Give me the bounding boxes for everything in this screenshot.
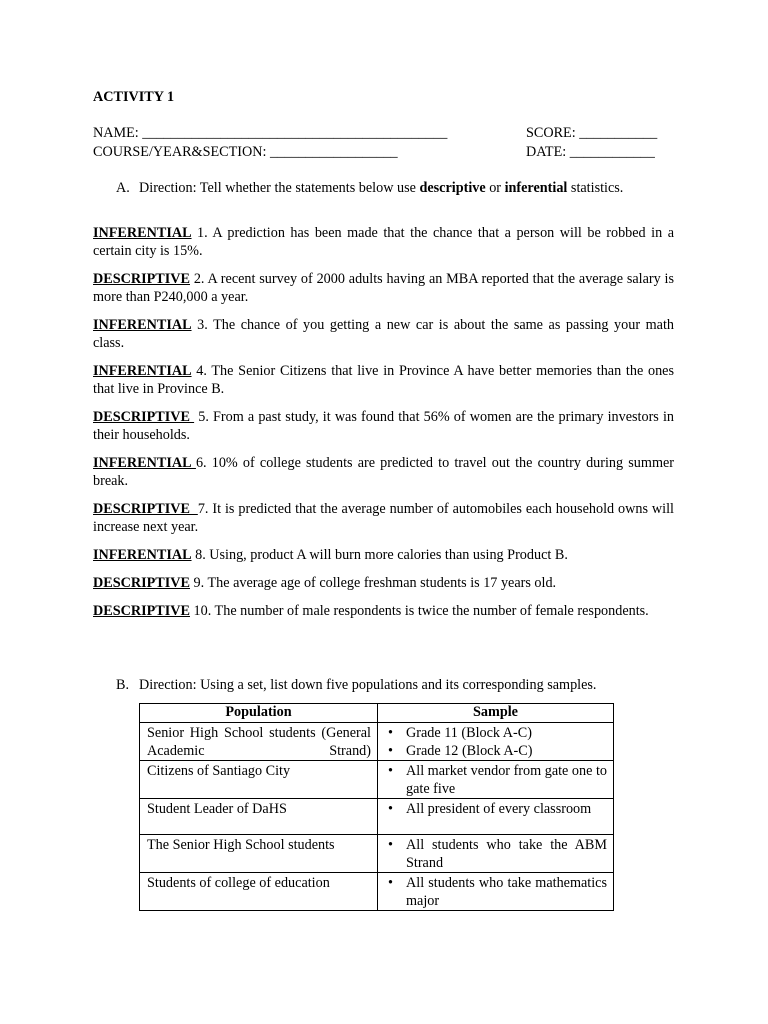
item-statement: 6. 10% of college students are predicted to travel out the country during summer break. — [93, 455, 674, 489]
activity-title: ACTIVITY 1 — [93, 89, 175, 105]
part-a-marker: A. — [116, 180, 130, 196]
item-statement: 2. A recent survey of 2000 adults having an MBA reported that the average salary is more than P240,000 a year. — [93, 271, 674, 305]
name-field-line: NAME: ___________________________________________ — [93, 125, 448, 141]
part-b-direction: Direction: Using a set, list down five populations and its corresponding samples. — [139, 677, 597, 693]
part-a-item — [93, 362, 674, 398]
sample-cell — [378, 873, 614, 911]
population-sample-table — [139, 703, 614, 911]
date-field-line: DATE: ____________ — [526, 144, 655, 160]
part-a-direction-bold-inferential: inferential — [504, 180, 568, 196]
sample-list — [406, 836, 607, 872]
sample-list — [406, 800, 607, 818]
sample-cell — [378, 835, 614, 873]
item-statement: 1. A prediction has been made that the chance that a person will be robbed in a certain city is 15%. — [93, 225, 674, 259]
population-text: The Senior High School students — [147, 837, 335, 853]
sample-list-item: • Grade 11 (Block A-C) — [406, 724, 607, 742]
sample-list-item: • Grade 12 (Block A-C) — [406, 742, 607, 760]
table-row — [140, 873, 614, 911]
table-header-row — [140, 704, 614, 723]
item-answer: INFERENTIAL — [93, 363, 192, 379]
population-text: Student Leader of DaHS — [147, 801, 287, 817]
item-answer: INFERENTIAL — [93, 225, 192, 241]
population-cell — [140, 873, 378, 911]
sample-list-item: • All students who take mathematics major — [406, 874, 607, 910]
item-answer: DESCRIPTIVE — [93, 271, 190, 287]
table-row — [140, 761, 614, 799]
population-text: Students of college of education — [147, 875, 330, 891]
item-statement: 5. From a past study, it was found that 56% of women are the primary investors in their households. — [93, 409, 674, 443]
item-answer: DESCRIPTIVE — [93, 603, 190, 619]
part-a-item — [93, 454, 674, 490]
item-answer: INFERENTIAL — [93, 547, 192, 563]
item-statement: 3. The chance of you getting a new car is about the same as passing your math class. — [93, 317, 674, 351]
item-statement: 8. Using, product A will burn more calories than using Product B. — [191, 547, 568, 563]
part-a-direction — [139, 179, 623, 197]
sample-cell — [378, 723, 614, 761]
population-column-header: Population — [140, 704, 378, 723]
item-statement: 9. The average age of college freshman students is 17 years old. — [189, 575, 557, 591]
sample-column-header: Sample — [378, 704, 614, 723]
sample-list — [406, 724, 607, 760]
part-a-item — [93, 270, 674, 306]
sample-list-item: • All market vendor from gate one to gate five — [406, 762, 607, 798]
part-a-item — [93, 224, 674, 260]
part-a-direction-prefix: Direction: Tell whether the statements below use — [139, 180, 420, 196]
population-text: Citizens of Santiago City — [147, 763, 291, 779]
table-row — [140, 835, 614, 873]
part-a-direction-suffix: statistics. — [567, 180, 624, 196]
population-cell — [140, 799, 378, 835]
part-b-marker: B. — [116, 677, 130, 693]
item-answer: DESCRIPTIVE — [93, 575, 190, 591]
part-a-direction-bold-descriptive: descriptive — [419, 180, 486, 196]
population-cell — [140, 835, 378, 873]
item-statement: 7. It is predicted that the average number of automobiles each household owns will increase next year. — [93, 501, 674, 535]
part-a-item — [93, 546, 674, 564]
item-statement: 4. The Senior Citizens that live in Province A have better memories than the ones that live in Province B. — [93, 363, 674, 397]
part-a-item — [93, 408, 674, 444]
item-answer: INFERENTIAL — [93, 317, 192, 333]
part-a-item — [93, 602, 674, 620]
item-answer: INFERENTIAL — [93, 455, 196, 471]
sample-cell — [378, 761, 614, 799]
part-a-items — [93, 224, 674, 630]
sample-list-item: • All president of every classroom — [406, 800, 607, 818]
population-text: Senior High School students (General Academic Strand) — [147, 725, 371, 759]
item-answer: DESCRIPTIVE — [93, 409, 195, 425]
sample-list — [406, 874, 607, 910]
course-field-line: COURSE/YEAR&SECTION: __________________ — [93, 144, 398, 160]
population-cell — [140, 761, 378, 799]
score-field-line: SCORE: ___________ — [526, 125, 658, 141]
item-answer: DESCRIPTIVE — [93, 501, 198, 517]
sample-list-item: • All students who take the ABM Strand — [406, 836, 607, 872]
part-a-item — [93, 574, 674, 592]
item-statement: 10. The number of male respondents is twice the number of female respondents. — [189, 603, 649, 619]
population-cell — [140, 723, 378, 761]
sample-list — [406, 762, 607, 798]
sample-cell — [378, 799, 614, 835]
table-row — [140, 799, 614, 835]
part-a-direction-mid: or — [485, 180, 505, 196]
part-a-item — [93, 316, 674, 352]
table-row — [140, 723, 614, 761]
part-a-item — [93, 500, 674, 536]
